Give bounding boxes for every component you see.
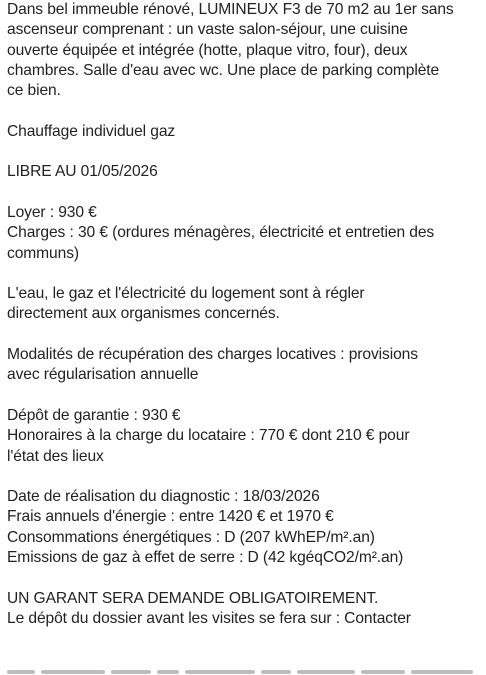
guarantor-paragraph	[7, 589, 481, 630]
diagnostic-date-line: Date de réalisation du diagnostic : 18/03/2026	[7, 488, 320, 506]
charges-terms-line: avec régularisation annuelle	[7, 366, 199, 384]
energy-cost-line: Frais annuels d'énergie : entre 1420 € et 1970 €	[7, 508, 334, 526]
fees-line: l'état des lieux	[7, 447, 104, 465]
guarantor-line: UN GARANT SERA DEMANDE OBLIGATOIREMENT.	[7, 589, 379, 607]
rent-paragraph	[7, 203, 481, 264]
charges-terms-paragraph	[7, 345, 481, 386]
charges-terms-line: Modalités de récupération des charges locatives : provisions	[7, 346, 418, 364]
availability-line: LIBRE AU 01/05/2026	[7, 163, 158, 181]
availability-paragraph	[7, 162, 481, 182]
utilities-line: directement aux organismes concernés.	[7, 305, 280, 323]
charges-line: communs)	[7, 244, 79, 262]
charges-line: Charges : 30 € (ordures ménagères, électricité et entretien des	[7, 224, 435, 242]
diagnostic-paragraph	[7, 487, 481, 568]
heating-paragraph	[7, 122, 481, 142]
truncated-text-line	[7, 664, 477, 675]
deposit-line: Dépôt de garantie : 930 €	[7, 406, 181, 424]
description-line: Dans bel immeuble rénové, LUMINEUX F3 de 70 m2 au 1er sans	[7, 1, 454, 18]
energy-consumption-line: Consommations énergétiques : D (207 kWhEP/m².an)	[7, 528, 375, 546]
fees-line: Honoraires à la charge du locataire : 770 € dont 210 € pour	[7, 427, 410, 445]
application-line: Le dépôt du dossier avant les visites se fera sur : Contacter	[7, 609, 411, 627]
description-line: ouverte équipée et intégrée (hotte, plaque vitro, four), deux	[7, 41, 408, 59]
heating-line: Chauffage individuel gaz	[7, 122, 176, 140]
listing-description	[7, 0, 481, 650]
description-paragraph	[7, 0, 481, 101]
description-line: ascenseur comprenant : un vaste salon-séjour, une cuisine	[7, 21, 408, 39]
rent-line: Loyer : 930 €	[7, 203, 97, 221]
utilities-paragraph	[7, 284, 481, 325]
description-line: chambres. Salle d'eau avec wc. Une place de parking complète	[7, 61, 440, 79]
ghg-emissions-line: Emissions de gaz à effet de serre : D (42 kgéqCO2/m².an)	[7, 549, 404, 567]
utilities-line: L'eau, le gaz et l'électricité du logement sont à régler	[7, 285, 365, 303]
description-line: ce bien.	[7, 82, 61, 100]
deposit-paragraph	[7, 406, 481, 467]
